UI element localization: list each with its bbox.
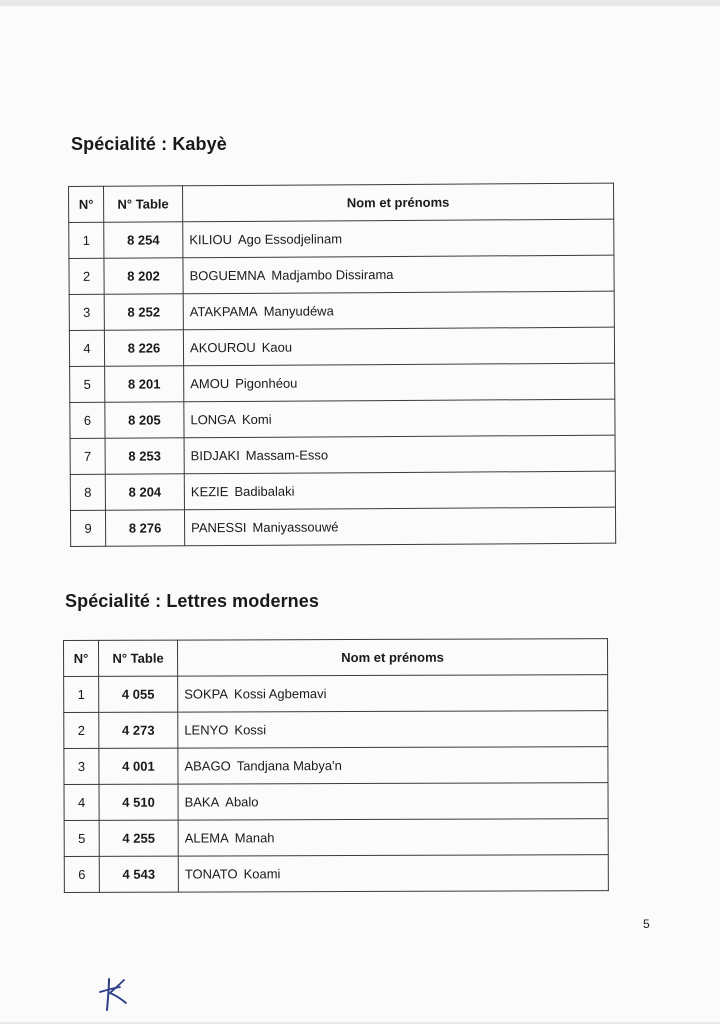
row-number: 8	[70, 474, 105, 510]
given-names: Manyudéwa	[263, 303, 334, 319]
candidate-name	[178, 855, 608, 893]
candidate-name	[184, 363, 615, 402]
col-header-table: N° Table	[99, 640, 178, 676]
candidate-name	[184, 399, 615, 438]
given-names: Tandjana Mabya'n	[236, 758, 342, 774]
candidate-name	[184, 435, 615, 474]
table-number: 8 204	[105, 474, 184, 510]
given-names: Abalo	[225, 794, 259, 810]
table-number: 4 543	[99, 856, 178, 892]
table-number: 8 202	[104, 258, 183, 294]
table-header-row	[64, 639, 608, 677]
section-title-kabye: Spécialité : Kabyè	[71, 134, 227, 154]
table-row	[70, 399, 615, 438]
given-names: Komi	[241, 411, 272, 427]
surname: LENYO	[184, 722, 229, 738]
surname: ATAKPAMA	[189, 303, 258, 320]
surname: AMOU	[190, 376, 230, 392]
table-row	[70, 435, 615, 474]
surname: SOKPA	[184, 686, 229, 702]
candidate-name	[183, 219, 614, 258]
row-number: 5	[64, 820, 99, 856]
table-number: 8 276	[105, 510, 184, 546]
surname: KILIOU	[189, 231, 233, 248]
table-number: 4 055	[99, 676, 178, 712]
row-number: 1	[64, 676, 99, 712]
kabye-table	[68, 183, 616, 547]
table-row	[64, 711, 608, 749]
given-names: Madjambo Dissirama	[271, 267, 394, 283]
candidate-name	[184, 471, 615, 510]
surname: ALEMA	[184, 830, 229, 846]
col-header-name: Nom et prénoms	[183, 183, 614, 222]
table-row	[69, 219, 614, 258]
document-page	[0, 6, 720, 1022]
given-names: Kaou	[261, 339, 293, 355]
handwritten-initial-icon	[96, 976, 130, 1012]
col-header-table: N° Table	[104, 186, 183, 222]
table-number: 4 255	[99, 820, 178, 856]
row-number: 4	[64, 784, 99, 820]
given-names: Koami	[243, 866, 281, 882]
surname: TONATO	[184, 866, 238, 882]
table-row	[70, 471, 615, 510]
row-number: 5	[70, 366, 105, 402]
row-number: 3	[69, 294, 104, 330]
table-row	[64, 747, 608, 785]
table-number: 8 252	[104, 294, 183, 330]
table-row	[69, 327, 614, 366]
given-names: Massam-Esso	[245, 447, 329, 463]
lettres-modernes-table	[63, 638, 609, 893]
page-number: 5	[643, 917, 650, 931]
given-names: Kossi Agbemavi	[234, 686, 327, 702]
candidate-name	[178, 747, 608, 785]
col-header-number: N°	[69, 186, 104, 222]
surname: LONGA	[190, 411, 236, 428]
given-names: Ago Essodjelinam	[237, 231, 343, 247]
candidate-name	[178, 711, 608, 749]
surname: AKOUROU	[189, 339, 256, 356]
table-number: 8 201	[105, 366, 184, 402]
candidate-name	[183, 291, 614, 330]
row-number: 4	[69, 330, 104, 366]
candidate-name	[183, 255, 614, 294]
table-row	[69, 255, 614, 294]
row-number: 6	[70, 402, 105, 438]
candidate-name	[178, 819, 608, 857]
section-title-lettres-modernes: Spécialité : Lettres modernes	[65, 591, 319, 611]
table-number: 8 205	[105, 402, 184, 438]
table-row	[64, 783, 608, 821]
surname: PANESSI	[191, 519, 247, 536]
table-row	[70, 363, 615, 402]
given-names: Manah	[234, 830, 275, 846]
table-number: 4 273	[99, 712, 178, 748]
row-number: 9	[70, 510, 105, 546]
row-number: 2	[64, 712, 99, 748]
col-header-name: Nom et prénoms	[178, 639, 608, 677]
row-number: 3	[64, 748, 99, 784]
candidate-name	[178, 783, 608, 821]
row-number: 2	[69, 258, 104, 294]
candidate-name	[178, 675, 608, 713]
row-number: 7	[70, 438, 105, 474]
col-header-number: N°	[64, 640, 99, 676]
given-names: Pigonhéou	[235, 375, 298, 391]
candidate-name	[183, 327, 614, 366]
table-number: 8 253	[105, 438, 184, 474]
surname: KEZIE	[190, 484, 229, 500]
table-row	[70, 507, 615, 546]
candidate-name	[184, 507, 615, 546]
table-number: 4 001	[99, 748, 178, 784]
given-names: Maniyassouwé	[252, 519, 339, 535]
table-row	[69, 291, 614, 330]
table-row	[64, 855, 608, 893]
table-number: 8 226	[104, 330, 183, 366]
table-number: 4 510	[99, 784, 178, 820]
table-row	[64, 819, 608, 857]
table-number: 8 254	[104, 222, 183, 258]
surname: BOGUEMNA	[189, 267, 266, 284]
surname: BIDJAKI	[190, 447, 240, 464]
table-row	[64, 675, 608, 713]
row-number: 1	[69, 222, 104, 258]
given-names: Kossi	[234, 722, 267, 738]
given-names: Badibalaki	[234, 483, 295, 499]
surname: BAKA	[184, 794, 220, 810]
table-header-row	[69, 183, 614, 222]
row-number: 6	[64, 856, 99, 892]
surname: ABAGO	[184, 758, 231, 774]
